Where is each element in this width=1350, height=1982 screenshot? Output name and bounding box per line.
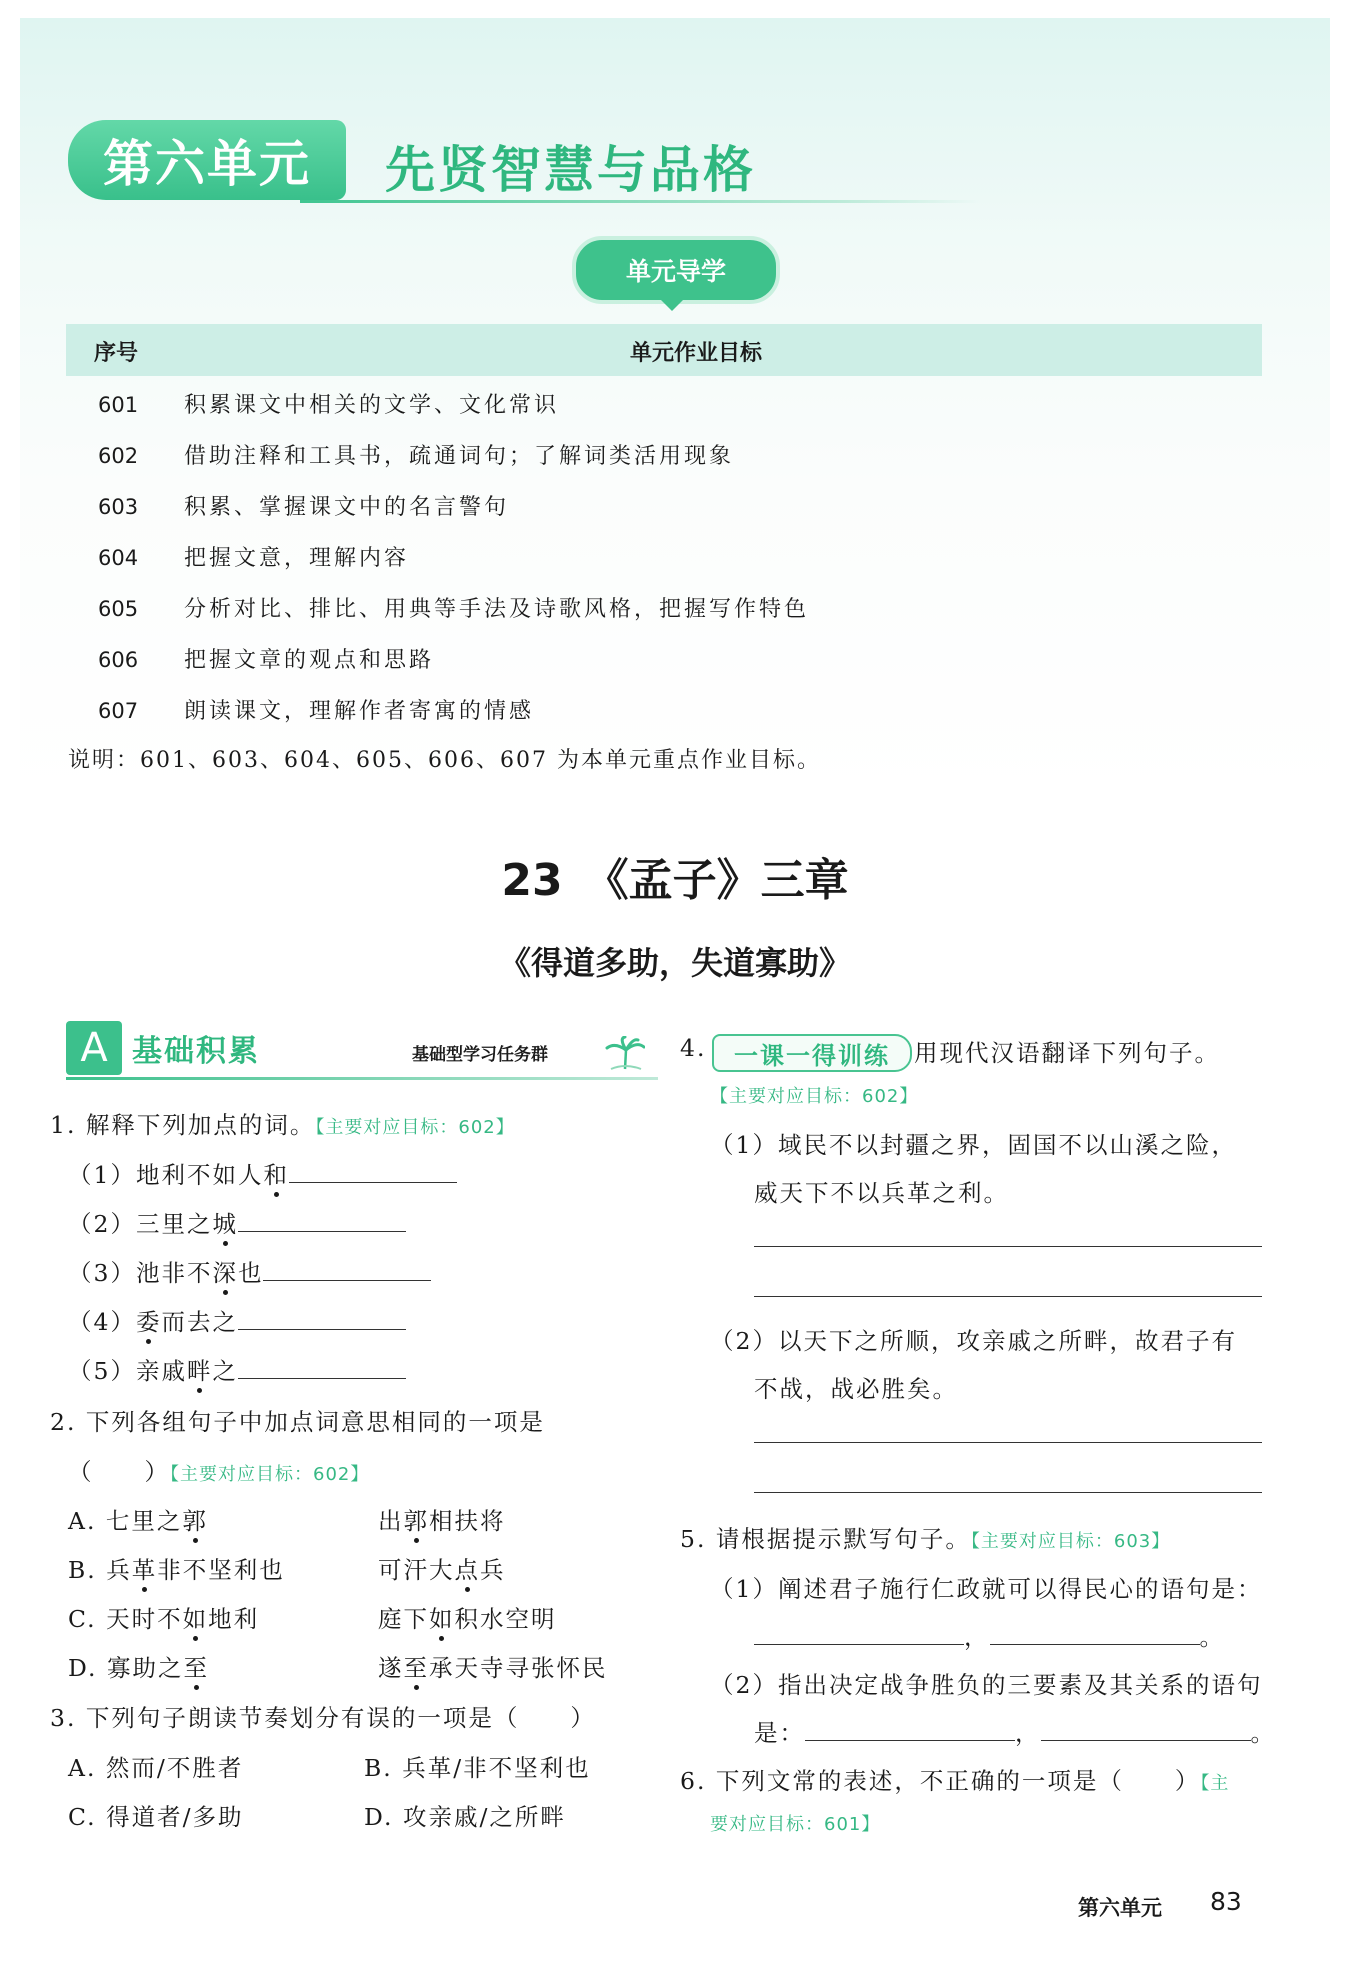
dotted-word: 郭 xyxy=(403,1507,429,1535)
q2-option-b[interactable] xyxy=(68,1551,285,1585)
option-text: 非不坚利也 xyxy=(157,1556,285,1584)
table-row xyxy=(98,694,534,725)
answer-line[interactable] xyxy=(754,1442,1262,1443)
period: 。 xyxy=(1199,1623,1225,1651)
goal-text: 朗读课文，理解作者寄寓的情感 xyxy=(184,699,535,724)
unit-guide-badge: 单元导学 xyxy=(572,236,780,304)
goal-text: 把握文意，理解内容 xyxy=(184,546,410,571)
goal-number: 603 xyxy=(98,495,139,519)
goal-table-header xyxy=(66,324,1262,376)
target-tag: 【主要对应目标：602】 xyxy=(170,1464,370,1485)
q1-item xyxy=(68,1156,457,1190)
option-text: 庭下 xyxy=(378,1605,429,1633)
question-3-stem: 3. 下列句子朗读节奏划分有误的一项是（ ） xyxy=(50,1704,596,1732)
target-tag: 【主要对应目标：602】 xyxy=(710,1086,919,1107)
dotted-word: 点 xyxy=(454,1556,480,1584)
table-row xyxy=(98,541,409,572)
lesson-subtitle: 《得道多助，失道寡助》 xyxy=(498,944,851,982)
table-row xyxy=(98,388,559,419)
q1-item-text: （2）三里之 xyxy=(68,1210,213,1238)
q4-sentence-1a: （1）域民不以封疆之界，固国不以山溪之险， xyxy=(710,1131,1237,1159)
dotted-word: 至 xyxy=(403,1654,429,1682)
answer-blank[interactable] xyxy=(1041,1739,1251,1741)
q2-option-a[interactable] xyxy=(68,1502,208,1536)
goal-text: 积累课文中相关的文学、文化常识 xyxy=(184,393,560,418)
section-letter-badge: A xyxy=(66,1021,122,1075)
goal-number: 602 xyxy=(98,444,139,468)
q1-item-text: 之 xyxy=(212,1357,238,1385)
question-1-stem xyxy=(50,1106,515,1140)
palm-tree-icon xyxy=(605,1036,645,1070)
section-underline xyxy=(66,1077,658,1080)
footer-unit: 第六单元 xyxy=(1078,1896,1162,1920)
option-text: 遂 xyxy=(378,1654,404,1682)
target-tag: 【主要对应目标：602】 xyxy=(315,1117,515,1138)
q1-item xyxy=(68,1352,406,1386)
unit-title: 先贤智慧与品格 xyxy=(385,141,756,199)
option-text: A. 七里之 xyxy=(68,1507,183,1535)
question-2-stem: 2. 下列各组句子中加点词意思相同的一项是 xyxy=(50,1408,545,1436)
q3-option-d[interactable]: D. 攻亲戚/之所畔 xyxy=(364,1803,566,1831)
goal-text: 积累、掌握课文中的名言警句 xyxy=(184,495,510,520)
unit-badge: 第六单元 xyxy=(68,120,346,200)
answer-blank[interactable] xyxy=(289,1181,457,1183)
q5-item-2b: 是： xyxy=(754,1719,805,1747)
q3-option-c[interactable]: C. 得道者/多助 xyxy=(68,1803,244,1831)
q4-sentence-2a: （2）以天下之所顺，攻亲戚之所畔，故君子有 xyxy=(710,1327,1237,1355)
section-title: 基础积累 xyxy=(132,1034,260,1069)
option-text: 兵 xyxy=(480,1556,506,1584)
training-badge: 一课一得训练 xyxy=(712,1034,912,1072)
target-tag: 【主要对应目标：603】 xyxy=(970,1531,1171,1552)
q1-item-text: （4） xyxy=(68,1308,136,1336)
q2-option-a-right xyxy=(378,1502,506,1536)
q1-item-text: 也 xyxy=(237,1259,264,1287)
q1-item xyxy=(68,1254,431,1288)
dotted-word: 如 xyxy=(429,1605,455,1633)
answer-line[interactable] xyxy=(754,1246,1262,1247)
option-text: 承天寺寻张怀民 xyxy=(429,1654,608,1682)
q5-item-1-blanks xyxy=(754,1618,1225,1652)
answer-blank[interactable] xyxy=(238,1377,406,1379)
dotted-word: 至 xyxy=(183,1654,209,1682)
header-goal: 单元作业目标 xyxy=(630,341,763,366)
q1-item-text: 而去之 xyxy=(161,1308,238,1336)
option-text: 可汗大 xyxy=(378,1556,455,1584)
question-4-stem: 用现代汉语翻译下列句子。 xyxy=(914,1039,1220,1067)
goal-text: 借助注释和工具书，疏通词句；了解词类活用现象 xyxy=(184,444,735,469)
question-6-stem xyxy=(680,1762,1229,1796)
table-note: 说明：601、603、604、605、606、607 为本单元重点作业目标。 xyxy=(68,748,821,773)
q4-sentence-2b: 不战，战必胜矣。 xyxy=(754,1375,958,1403)
goal-text: 分析对比、排比、用典等手法及诗歌风格，把握写作特色 xyxy=(184,597,810,622)
q2-option-b-right xyxy=(378,1551,506,1585)
q5-text: 5. 请根据提示默写句子。 xyxy=(680,1525,971,1553)
answer-paren[interactable]: （ ） xyxy=(68,1458,170,1486)
q1-item-text: （3）池非不 xyxy=(68,1259,213,1287)
dotted-word: 如 xyxy=(182,1605,209,1633)
option-text: 出 xyxy=(378,1507,404,1535)
q3-option-b[interactable]: B. 兵革/非不坚利也 xyxy=(364,1754,591,1782)
period: 。 xyxy=(1250,1719,1276,1747)
page-number: 83 xyxy=(1210,1887,1242,1916)
option-text: B. 兵 xyxy=(68,1556,132,1584)
target-tag: 【主 xyxy=(1200,1773,1230,1794)
dotted-word: 城 xyxy=(212,1210,238,1238)
goal-number: 606 xyxy=(98,648,139,672)
q1-item-text: （1）地利不如人 xyxy=(68,1161,264,1189)
goal-number: 601 xyxy=(98,393,139,417)
answer-blank[interactable] xyxy=(238,1230,406,1232)
q5-item-2-blanks xyxy=(754,1714,1276,1748)
q1-item xyxy=(68,1205,406,1239)
option-text: 地利 xyxy=(208,1605,260,1633)
answer-blank[interactable] xyxy=(805,1739,1015,1741)
q2-option-d[interactable] xyxy=(68,1649,209,1683)
q5-item-2a: （2）指出决定战争胜负的三要素及其关系的语句 xyxy=(710,1671,1263,1699)
q4-sentence-1b: 威天下不以兵革之利。 xyxy=(754,1179,1009,1207)
table-row xyxy=(98,490,509,521)
q6-text: 6. 下列文常的表述，不正确的一项是（ ） xyxy=(680,1767,1201,1795)
q2-option-d-right xyxy=(378,1649,608,1683)
dotted-word: 畔 xyxy=(186,1357,213,1385)
answer-line[interactable] xyxy=(754,1296,1262,1297)
table-row xyxy=(98,439,734,470)
answer-blank[interactable] xyxy=(754,1643,964,1645)
q2-option-c[interactable] xyxy=(68,1600,259,1634)
dotted-word: 郭 xyxy=(182,1507,208,1535)
q1-text: 1. 解释下列加点的词。 xyxy=(50,1111,316,1139)
q1-item xyxy=(68,1303,406,1337)
goal-number: 607 xyxy=(98,699,139,723)
comma: ， xyxy=(1015,1719,1041,1747)
lesson-title: 23 《孟子》三章 xyxy=(501,855,849,906)
answer-blank[interactable] xyxy=(238,1328,406,1330)
header-number: 序号 xyxy=(94,341,139,366)
page xyxy=(20,18,1330,1962)
comma: ， xyxy=(964,1623,990,1651)
guide-badge-pointer xyxy=(660,299,684,311)
answer-blank[interactable] xyxy=(990,1643,1200,1645)
goal-number: 605 xyxy=(98,597,139,621)
table-row xyxy=(98,592,809,623)
section-subtitle: 基础型学习任务群 xyxy=(412,1045,548,1065)
option-text: D. 寡助之 xyxy=(68,1654,184,1682)
q5-item-1: （1）阐述君子施行仁政就可以得民心的语句是： xyxy=(710,1575,1263,1603)
option-text: 积水空明 xyxy=(454,1605,557,1633)
goal-number: 604 xyxy=(98,546,139,570)
q3-option-a[interactable]: A. 然而/不胜者 xyxy=(68,1754,244,1782)
q2-option-c-right xyxy=(378,1600,557,1634)
dotted-word: 和 xyxy=(263,1161,289,1189)
dotted-word: 革 xyxy=(131,1556,158,1584)
dotted-word: 委 xyxy=(135,1308,162,1336)
option-text: C. 天时不 xyxy=(68,1605,183,1633)
question-5-stem xyxy=(680,1520,1170,1554)
answer-blank[interactable] xyxy=(263,1279,431,1281)
option-text: 相扶将 xyxy=(429,1507,506,1535)
question-4-number: 4. xyxy=(680,1034,707,1062)
target-tag: 要对应目标：601】 xyxy=(710,1814,881,1835)
table-row xyxy=(98,643,434,674)
q1-item-text: （5）亲戚 xyxy=(68,1357,187,1385)
answer-line[interactable] xyxy=(754,1492,1262,1493)
goal-text: 把握文章的观点和思路 xyxy=(184,648,435,673)
dotted-word: 深 xyxy=(212,1259,238,1287)
q2-paren-line xyxy=(68,1453,369,1487)
